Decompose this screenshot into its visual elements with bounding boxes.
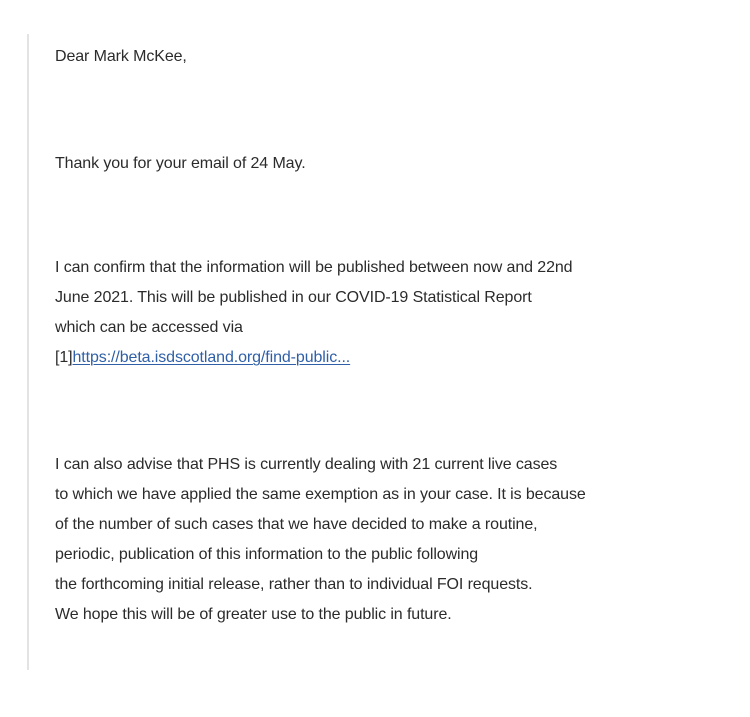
greeting: Dear Mark McKee, bbox=[55, 48, 187, 65]
email-body bbox=[27, 34, 727, 670]
paragraph-advise-line-1: I can also advise that PHS is currently dealing with 21 current live cases bbox=[55, 456, 558, 473]
reference-line bbox=[55, 346, 350, 370]
paragraph-confirm-line-3: which can be accessed via bbox=[55, 319, 243, 336]
paragraph-thanks: Thank you for your email of 24 May. bbox=[55, 155, 306, 172]
paragraph-confirm-line-1: I can confirm that the information will be published between now and 22nd bbox=[55, 259, 573, 276]
paragraph-confirm-line-2: June 2021. This will be published in our COVID-19 Statistical Report bbox=[55, 289, 532, 306]
report-link[interactable]: https://beta.isdscotland.org/find-public... bbox=[72, 349, 351, 366]
paragraph-advise-line-3: of the number of such cases that we have decided to make a routine, bbox=[55, 516, 538, 533]
paragraph-advise-line-2: to which we have applied the same exemption as in your case. It is because bbox=[55, 486, 586, 503]
paragraph-advise-line-6: We hope this will be of greater use to the public in future. bbox=[55, 606, 452, 623]
paragraph-advise-line-5: the forthcoming initial release, rather than to individual FOI requests. bbox=[55, 576, 533, 593]
paragraph-advise-line-4: periodic, publication of this information to the public following bbox=[55, 546, 479, 563]
reference-number: [1] bbox=[55, 349, 73, 366]
